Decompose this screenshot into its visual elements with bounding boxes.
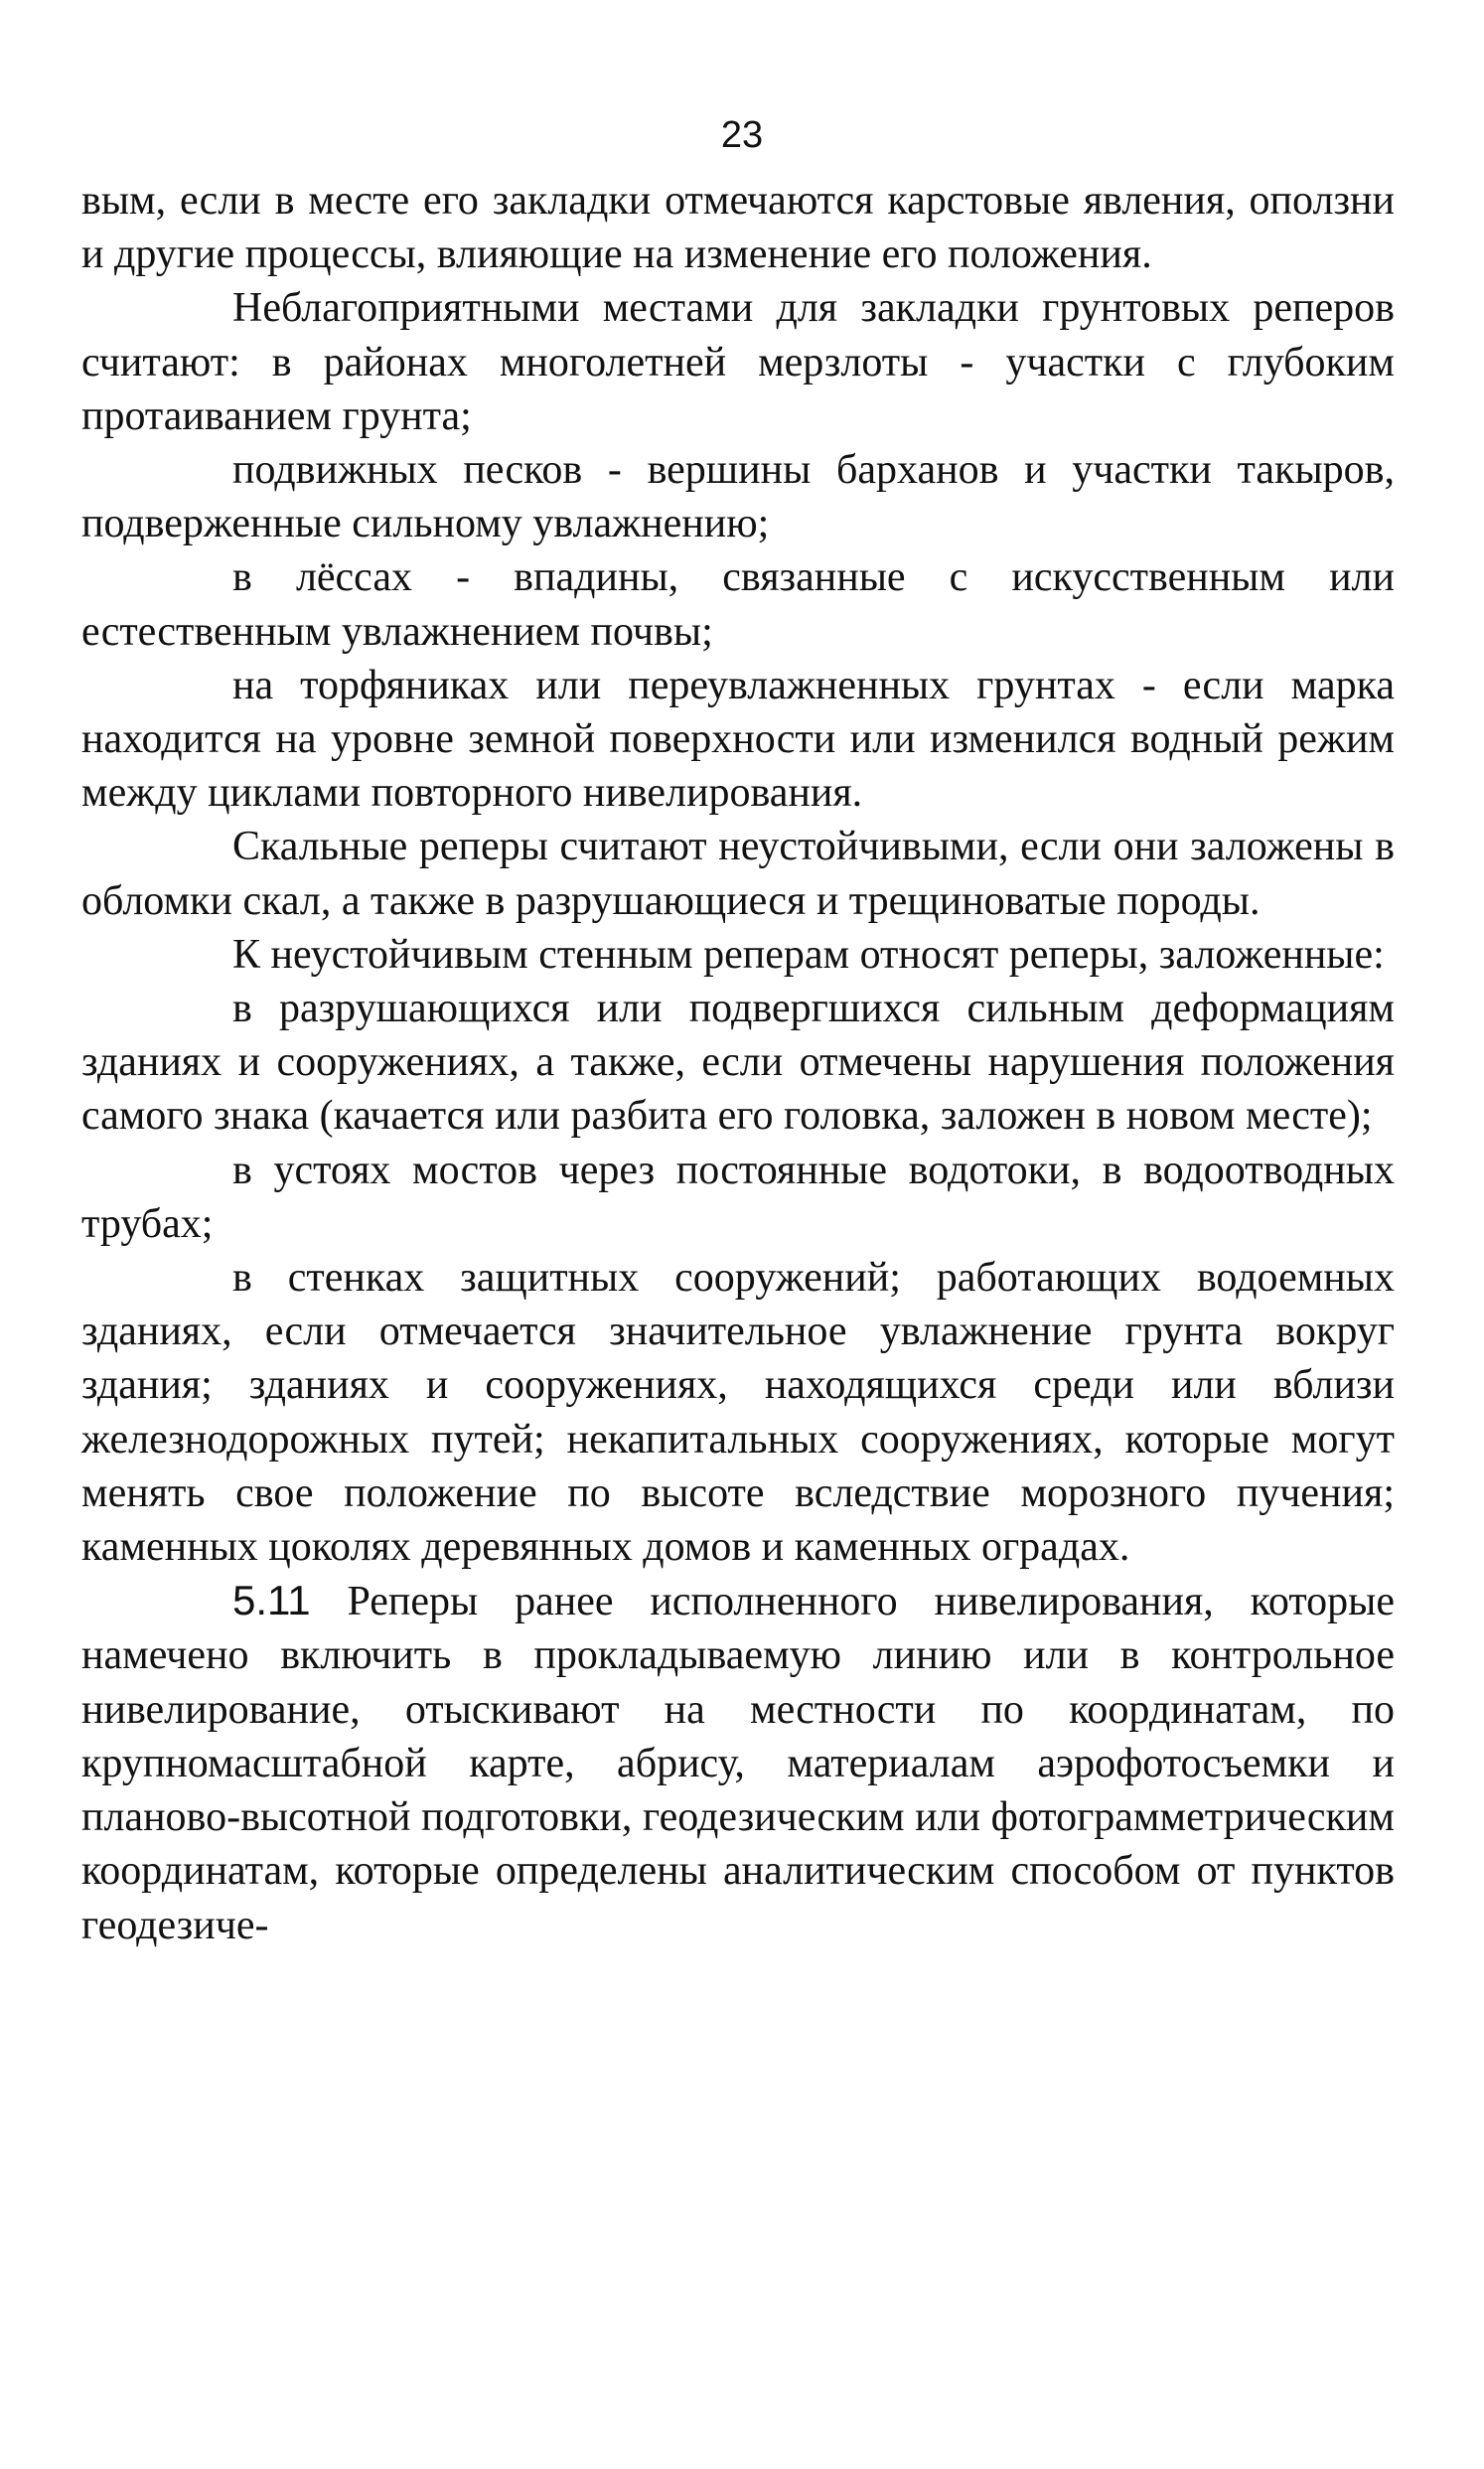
paragraph-continuation: вым, если в месте его закладки отмечаются карстовые явления, оползни и другие процессы, влияющие на изменение его положения. [81, 178, 1395, 278]
section-number: 5.11 [232, 1577, 311, 1624]
paragraph-moving-sands: подвижных песков - вершины барханов и участки такыров, подверженные сильному увлажнению; [81, 447, 1395, 547]
section-text: Реперы ранее исполненного нивелирования, которые намечено включить в прокладываемую линию или в контрольное нивелирование, отыскивают на местности по координатам, по крупномасштабной карте, абрису, материалам аэрофотосъемки и планово-высотной подготовки, геодезическим или фотограмметрическим координатам, которые определены аналитическим способом от пунктов геодезиче- [81, 1579, 1395, 1948]
paragraph-bridge-abutments: в устоях мостов через постоянные водотоки, в водоотводных трубах; [81, 1147, 1395, 1247]
paragraph-destroyed-buildings: в разрушающихся или подвергшихся сильным деформациям зданиях и сооружениях, а также, если отмечены нарушения положения самого знака (качается или разбита его головка, заложен в новом месте); [81, 986, 1395, 1140]
paragraph-protective-structures: в стенках защитных сооружений; работающих водоемных зданиях, если отмечается значительное увлажнение грунта вокруг здания; зданиях и сооружениях, находящихся среди или вблизи железнодорожных путей; некапитальных сооружениях, которые могут менять свое положение по высоте вследствие морозного пучения; каменных цоколях деревянных домов и каменных оградах. [81, 1255, 1395, 1571]
paragraph-section-5-11 [81, 1574, 1395, 1951]
paragraph-wall-benchmarks: К неустойчивым стенным реперам относят реперы, заложенные: [232, 931, 1385, 978]
paragraph-rock-benchmarks: Скальные реперы считают неустойчивыми, если они заложены в обломки скал, а также в разрушающиеся и трещиноватые породы. [81, 824, 1395, 924]
paragraph-unfavorable-places: Неблагоприятными местами для закладки грунтовых реперов считают: в районах многолетней мерзлоты - участки с глубоким протаиванием грунта; [81, 285, 1395, 439]
page-number: 23 [720, 114, 764, 156]
paragraph-peat: на торфяниках или переувлажненных грунтах - если марка находится на уровне земной поверхности или изменился водный режим между циклами повторного нивелирования. [81, 662, 1395, 817]
body-text [81, 174, 1395, 1952]
paragraph-loess: в лёссах - впадины, связанные с искусственным или естественным увлажнением почвы; [81, 554, 1395, 655]
